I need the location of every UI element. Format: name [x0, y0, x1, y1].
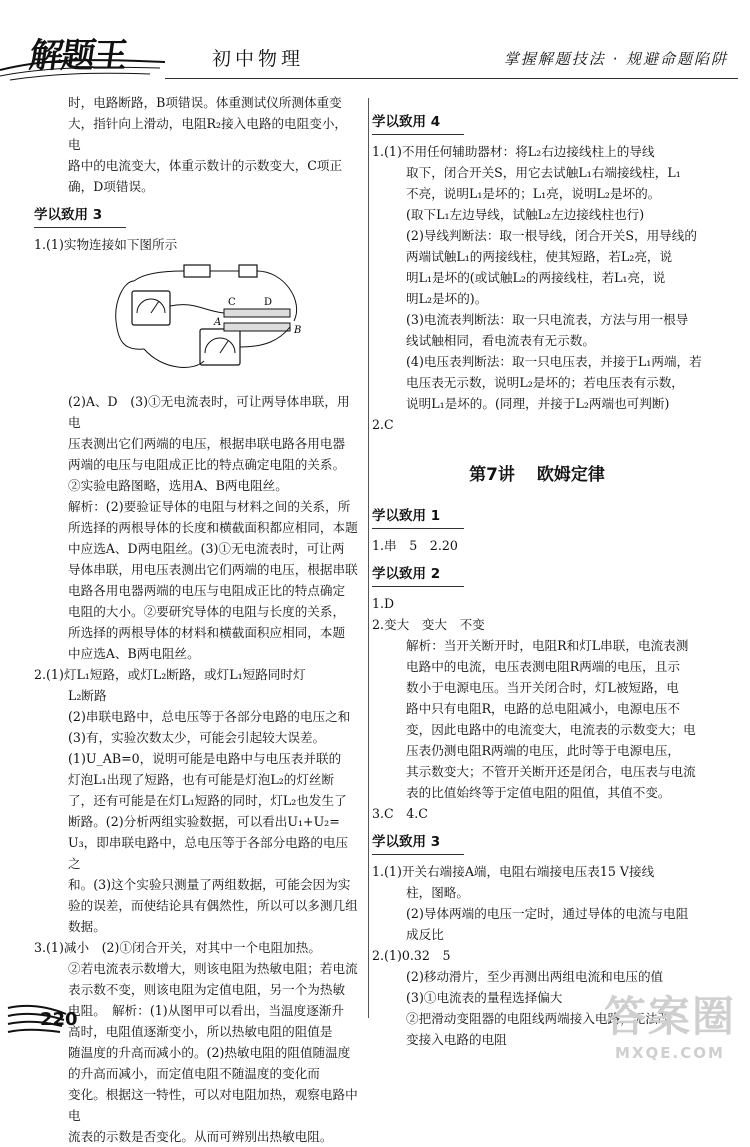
- text-line: 所选择的两根导体的长度和横截面积都应相同，本题: [68, 520, 358, 535]
- text-line: 电路各用电器两端的电压与电阻成正比的特点确定: [68, 583, 346, 598]
- section-title: 学以致用 3: [34, 205, 126, 228]
- text-line: 电阻。 解析：(1)从图甲可以看出，当温度逐渐升: [68, 1003, 345, 1018]
- text-line: 了，还有可能是在灯L₁短路的同时，灯L₂也发生了: [68, 793, 347, 808]
- text-line: 和。(3)这个实验只测量了两组数据，可能会因为实: [68, 877, 351, 892]
- text-line: 中应选A、D两电阻丝。(3)①无电流表时，可让两: [68, 541, 345, 556]
- circuit-diagram: [104, 261, 314, 379]
- text-line: 成反比: [406, 927, 444, 942]
- slogan: 掌握解题技法 · 规避命题陷阱: [503, 50, 728, 68]
- q1-answer: [34, 391, 358, 496]
- text-line: 所选择的两根导体的材料和横截面积应相同，本题: [68, 625, 346, 640]
- question-line: 1.(1)实物连接如下图所示: [34, 237, 178, 252]
- text-line: 解析：当开关断开时，电阻R和灯L串联，电流表测: [406, 638, 689, 653]
- text-line: 柱，图略。: [406, 885, 469, 900]
- text-line: ②实验电路图略，选用A、B两电阻丝。: [68, 478, 288, 493]
- text-line: 数据。: [68, 919, 106, 934]
- text-line: 取下，闭合开关S，用它去试触L₁右端接线柱，L₁: [406, 165, 681, 180]
- text-line: 大，指针向上滑动，电阻R₂接入电路的电阻变小，电: [68, 116, 348, 152]
- text-line: (3)电流表判断法：取一只电流表，方法与用一根导: [406, 312, 689, 327]
- logo: 解题王: [26, 36, 129, 76]
- watermark-text: 答案圈: [603, 992, 736, 1041]
- left-column: [34, 92, 358, 1147]
- text-line: (2)串联电路中，总电压等于各部分电路的电压之和: [68, 709, 351, 724]
- text-line: (2)A、D (3)①无电流表时，可让两导体串联，用电: [68, 394, 350, 430]
- text-line: 数小于电源电压。当开关闭合时，灯L被短路，电: [406, 680, 679, 695]
- text-line: 两端试触L₁的两接线柱，使其短路，若L₂亮，说: [406, 249, 673, 264]
- figure-label-b: B: [294, 325, 302, 336]
- section-title: 学以致用 1: [372, 506, 464, 529]
- text-line: 压表测出它们两端的电压，根据串联电路各用电器: [68, 436, 346, 451]
- text-line: 断路。(2)分析两组实验数据，可以看出U₁+U₂=: [68, 814, 340, 829]
- column-divider: [368, 98, 369, 1018]
- header-rule: [165, 78, 738, 79]
- section-title: 学以致用 4: [372, 112, 464, 135]
- text-line: 导体串联，用电压表测出它们两端的电压，根据串联: [68, 562, 358, 577]
- watermark: [604, 984, 736, 1062]
- chapter-heading: [372, 465, 702, 486]
- question-line: 1.D: [372, 596, 395, 611]
- question-line: 3.C 4.C: [372, 806, 428, 821]
- q2-answer: [34, 664, 358, 937]
- chapter-number: 第7讲: [469, 465, 515, 485]
- question-line: 2.C: [372, 417, 394, 432]
- s4-answers: [372, 141, 702, 435]
- text-line: 明L₂是坏的)。: [406, 291, 488, 306]
- question-line: 2.(1)0.32 5: [372, 948, 451, 963]
- text-line: 说明L₁是坏的。(同理，并接于L₂两端也可判断): [406, 396, 670, 411]
- text-line: L₂断路: [68, 688, 107, 703]
- text-line: 灯泡L₁出现了短路，也有可能是灯泡L₂的灯丝断: [68, 772, 335, 787]
- text-line: (3)有，实验次数太少，可能会引起较大误差。: [68, 730, 326, 745]
- question-line: 1.(1)不用任何辅助器材：将L₂右边接线柱上的导线: [372, 144, 655, 159]
- text-line: (2)移动滑片，至少再测出两组电流和电压的值: [406, 969, 664, 984]
- text-line: (2)导体两端的电压一定时，通过导体的电流与电阻: [406, 906, 689, 921]
- section-title: 学以致用 3: [372, 832, 464, 855]
- q3-answer: [34, 937, 358, 1147]
- text-line: 验的误差，而使结论具有偶然性，所以可以多测几组: [68, 898, 358, 913]
- text-line: 解析：(2)要验证导体的电阻与材料之间的关系，所: [68, 499, 351, 514]
- text-line: 随温度的升高而减小的。(2)热敏电阻的阻值随温度: [68, 1045, 351, 1060]
- text-line: 表的比值始终等于定值电阻的阻值，其值不变。: [406, 785, 671, 800]
- text-line: 压表仍测电阻R两端的电压，此时等于电源电压，: [406, 743, 680, 758]
- text-line: 流表的示数是否变化。从而可辨别出热敏电阻。: [68, 1129, 333, 1144]
- chapter-title: 欧姆定律: [536, 465, 605, 485]
- text-line: 高时，电阻值逐渐变小，所以热敏电阻的阻值是: [68, 1024, 333, 1039]
- figure-label-d: D: [264, 297, 273, 308]
- text-line: 确，D项错误。: [68, 179, 154, 194]
- text-line: 的升高而减小，而定值电阻不随温度的变化而: [68, 1066, 320, 1081]
- text-line: 变接入电路的电阻: [406, 1032, 507, 1047]
- text-line: 表示数不变，则该电阻为定值电阻，另一个为热敏: [68, 982, 346, 997]
- text-line: ②把滑动变阻器的电阻线两端接入电路，无法改: [406, 1011, 671, 1026]
- text-line: 路中的电流变大，体重示数计的示数变大，C项正: [68, 158, 343, 173]
- question-line: 2.变大 变大 不变: [372, 617, 485, 632]
- text-line: 路中只有电阻R，电路的总电阻减小，电源电压不: [406, 701, 680, 716]
- question-line: 3.(1)减小 (2)①闭合开关，对其中一个电阻加热。: [34, 940, 321, 955]
- text-line: (2)导线判断法：取一根导线，闭合开关S，用导线的: [406, 228, 697, 243]
- text-line: 时，电路断路，B项错误。体重测试仪所测体重变: [68, 95, 342, 110]
- text-line: U₃，即串联电路中，总电压等于各部分电路的电压之: [68, 835, 349, 871]
- text-line: (取下L₁左边导线，试触L₂左边接线柱也行): [406, 207, 645, 222]
- text-line: 线试触相同，看电流表有无示数。: [406, 333, 595, 348]
- text-line: 两端的电压与电阻成正比的特点确定电阻的关系。: [68, 457, 346, 472]
- intro-text: [34, 92, 358, 197]
- text-line: 电压表无示数，说明L₂是坏的；若电压表有示数，: [406, 375, 684, 390]
- subject-title: 初中物理: [212, 48, 305, 70]
- watermark-url: MXQE.COM: [615, 1044, 725, 1062]
- text-line: (1)U_AB=0，说明可能是电路中与电压表并联的: [68, 751, 342, 766]
- figure-label-c: C: [228, 297, 236, 308]
- text-line: 不亮，说明L₁是坏的；L₁亮，说明L₂是坏的。: [406, 186, 661, 201]
- text-line: 电阻的大小。②要研究导体的电阻与长度的关系，: [68, 604, 346, 619]
- question-line: 1.串 5 2.20: [372, 538, 458, 553]
- a2-answers: [372, 593, 702, 824]
- text-line: 电路中的电流，电压表测电阻R两端的电压，且示: [406, 659, 680, 674]
- text-line: (4)电压表判断法：取一只电压表，并接于L₁两端，若: [406, 354, 702, 369]
- q1-analysis: [34, 496, 358, 664]
- page-header: [0, 0, 750, 92]
- page-number: 220: [40, 1009, 78, 1030]
- text-line: 变化。根据这一特性，可以对电阻加热，观察电路中电: [68, 1087, 358, 1123]
- text-line: 变，因此电路中的电流变大，电流表的示数变大；电: [406, 722, 696, 737]
- figure-label-a: A: [214, 317, 222, 328]
- right-column: [372, 104, 702, 1050]
- text-line: 明L₁是坏的(或试触L₂的两接线柱，若L₁亮，说: [406, 270, 666, 285]
- text-line: 其示数变大；不管开关断开还是闭合，电压表与电流: [406, 764, 696, 779]
- text-line: (3)①电流表的量程选择偏大: [406, 990, 563, 1005]
- question-line: 1.(1)开关右端接A端，电阻右端接电压表15 V接线: [372, 864, 655, 879]
- text-line: ②若电流表示数增大，则该电阻为热敏电阻；若电流: [68, 961, 358, 976]
- section-title: 学以致用 2: [372, 564, 464, 587]
- question-line: 2.(1)灯L₁短路，或灯L₂断路，或灯L₁短路同时灯: [34, 667, 306, 682]
- text-line: 中应选A、B两电阻丝。: [68, 646, 200, 661]
